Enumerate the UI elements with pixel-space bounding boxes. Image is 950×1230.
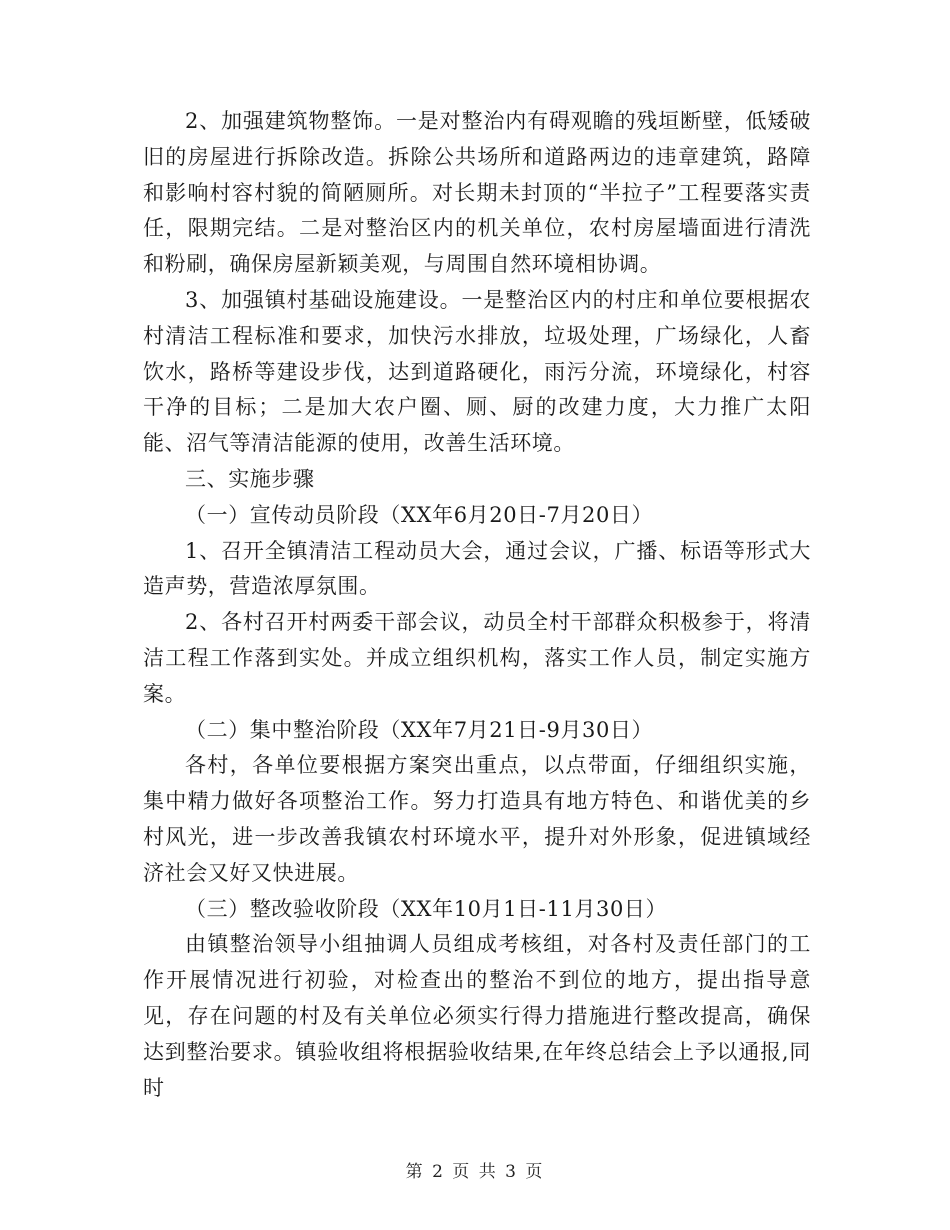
subheading-concentrated-rectification: （二）集中整治阶段（XX年7月21日-9月30日） — [185, 717, 654, 742]
subheading-publicity-stage: （一）宣传动员阶段（XX年6月20日-7月20日） — [185, 502, 654, 527]
paragraph-village-meetings: 2、各村召开村两委干部会议，动员全村干部群众积极参于，将清洁工程工作落到实处。并成立组织机构，落实工作人员，制定实施方案。 — [143, 610, 811, 706]
document-body — [143, 104, 811, 1106]
paragraph-rectification-details: 各村，各单位要根据方案突出重点，以点带面，仔细组织实施，集中精力做好各项整治工作。努力打造具有地方特色、和谐优美的乡村风光，进一步改善我镇农村环境水平，提升对外形象，促进镇域经济社会又好又快进展。 — [143, 753, 811, 885]
page-footer: 第 2 页 共 3 页 — [405, 1162, 545, 1182]
paragraph-infrastructure: 3、加强镇村基础设施建设。一是整治区内的村庄和单位要根据农村清洁工程标准和要求，加快污水排放，垃圾处理，广场绿化，人畜饮水，路桥等建设步伐，达到道路硬化，雨污分流，环境绿化，村容干净的目标；二是加大农户圈、厕、厨的改建力度，大力推广太阳能、沼气等清洁能源的使用，改善生活环境。 — [143, 287, 811, 456]
paragraph-mobilization-meeting: 1、召开全镇清洁工程动员大会，通过会议，广播、标语等形式大造声势，营造浓厚氛围。 — [143, 538, 811, 599]
paragraph-acceptance-details: 由镇整治领导小组抽调人员组成考核组，对各村及责任部门的工作开展情况进行初验，对检查出的整治不到位的地方，提出指导意见，存在问题的村及有关单位必须实行得力措施进行整改提高，确保达到整治要求。镇验收组将根据验收结果,在年终总结会上予以通报,同时 — [143, 932, 811, 1100]
subheading-acceptance-stage: （三）整改验收阶段（XX年10月1日-11月30日） — [185, 896, 668, 921]
paragraph-building-renovation: 2、加强建筑物整饰。一是对整治内有碍观瞻的残垣断壁，低矮破旧的房屋进行拆除改造。拆除公共场所和道路两边的违章建筑，路障和影响村容村貌的简陋厕所。对长期未封顶的“半拉子”工程要落实责任，限期完结。二是对整治区内的机关单位，农村房屋墙面进行清洗和粉刷，确保房屋新颖美观，与周围自然环境相协调。 — [143, 109, 811, 277]
section-heading-implementation-steps: 三、实施步骤 — [185, 466, 315, 491]
